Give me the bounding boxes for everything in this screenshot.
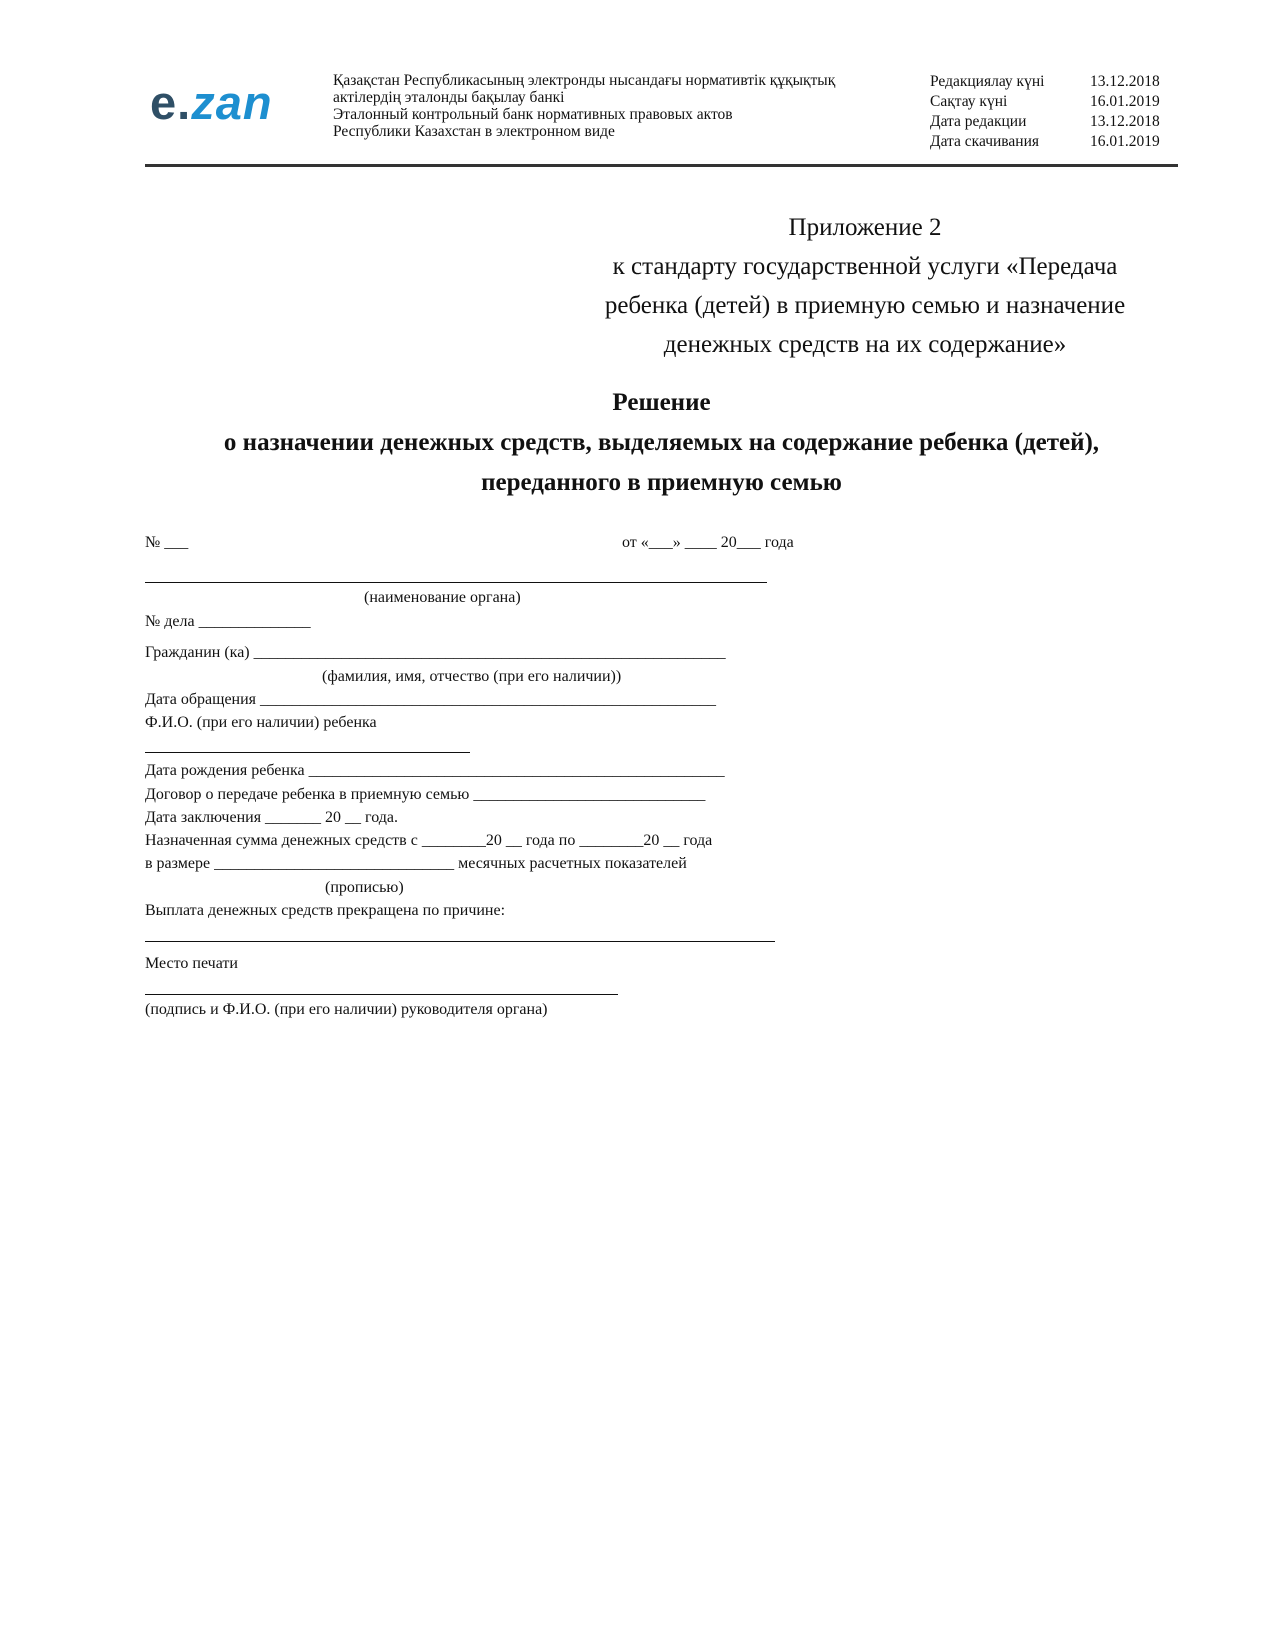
header-divider	[145, 164, 1178, 167]
appendix-line: Приложение 2	[788, 214, 942, 241]
meta-value: 16.01.2019	[1090, 133, 1160, 150]
organ-caption: (наименование органа)	[364, 589, 521, 606]
ezan-logo	[150, 78, 273, 128]
meta-label: Дата редакции	[930, 113, 1027, 130]
meta-row	[930, 92, 1170, 112]
contract-field: Договор о передаче ребенка в приемную семью _____________________________	[145, 786, 706, 803]
termination-line	[145, 941, 775, 942]
citizen-caption: (фамилия, имя, отчество (при его наличии))	[322, 668, 622, 685]
title-line: переданного в приемную семью	[481, 469, 842, 496]
meta-value: 13.12.2018	[1090, 73, 1160, 90]
meta-row	[930, 132, 1170, 152]
stamp-label: Место печати	[145, 955, 238, 972]
header-meta	[930, 72, 1170, 152]
birth-date-field: Дата рождения ребенка ____________________________________________________	[145, 762, 725, 779]
child-name-line	[145, 752, 470, 753]
conclusion-date-field: Дата заключения _______ 20 __ года.	[145, 809, 398, 826]
signature-line	[145, 994, 618, 995]
logo-dot: .	[177, 76, 192, 129]
sum-period-field: Назначенная сумма денежных средств с ________20 __ года по ________20 __ года	[145, 832, 713, 849]
application-date-field: Дата обращения _________________________________________________________	[145, 691, 717, 708]
meta-label: Дата скачивания	[930, 133, 1040, 150]
title-line: о назначении денежных средств, выделяемых на содержание ребенка (детей),	[223, 429, 1100, 456]
meta-row	[930, 72, 1170, 92]
header-description	[333, 72, 835, 140]
citizen-field: Гражданин (ка) ___________________________________________________________	[145, 644, 726, 661]
header-line: Республики Казахстан в электронном виде	[333, 123, 615, 140]
decision-number: № ___	[145, 534, 189, 551]
header-line: Қазақстан Республикасының электронды нысандағы нормативтік құқықтық	[333, 72, 836, 89]
meta-row	[930, 112, 1170, 132]
signature-caption: (подпись и Ф.И.О. (при его наличии) руководителя органа)	[145, 1001, 548, 1018]
meta-value: 13.12.2018	[1090, 113, 1160, 130]
appendix-line: ребенка (детей) в приемную семью и назначение	[604, 292, 1126, 319]
amount-field: в размере ______________________________ месячных расчетных показателей	[145, 855, 687, 872]
header-line: Эталонный контрольный банк нормативных правовых актов	[333, 106, 733, 123]
appendix-note	[545, 208, 1185, 364]
logo-zan: zan	[191, 76, 273, 129]
title-line: Решение	[612, 389, 711, 416]
organ-line	[145, 582, 767, 583]
appendix-line: к стандарту государственной услуги «Передача	[612, 253, 1118, 280]
amount-caption: (прописью)	[325, 879, 404, 896]
logo-e: e	[150, 76, 178, 129]
header-line: актілердің эталонды бақылау банкі	[333, 89, 565, 106]
appendix-line: денежных средств на их содержание»	[663, 331, 1067, 358]
child-name-label: Ф.И.О. (при его наличии) ребенка	[145, 714, 377, 731]
document-title	[145, 383, 1178, 503]
case-number: № дела ______________	[145, 613, 311, 630]
termination-label: Выплата денежных средств прекращена по причине:	[145, 902, 506, 919]
decision-date: от «___» ____ 20___ года	[622, 534, 794, 551]
meta-value: 16.01.2019	[1090, 93, 1160, 110]
meta-label: Редакциялау күні	[930, 73, 1045, 90]
meta-label: Сақтау күні	[930, 93, 1008, 110]
